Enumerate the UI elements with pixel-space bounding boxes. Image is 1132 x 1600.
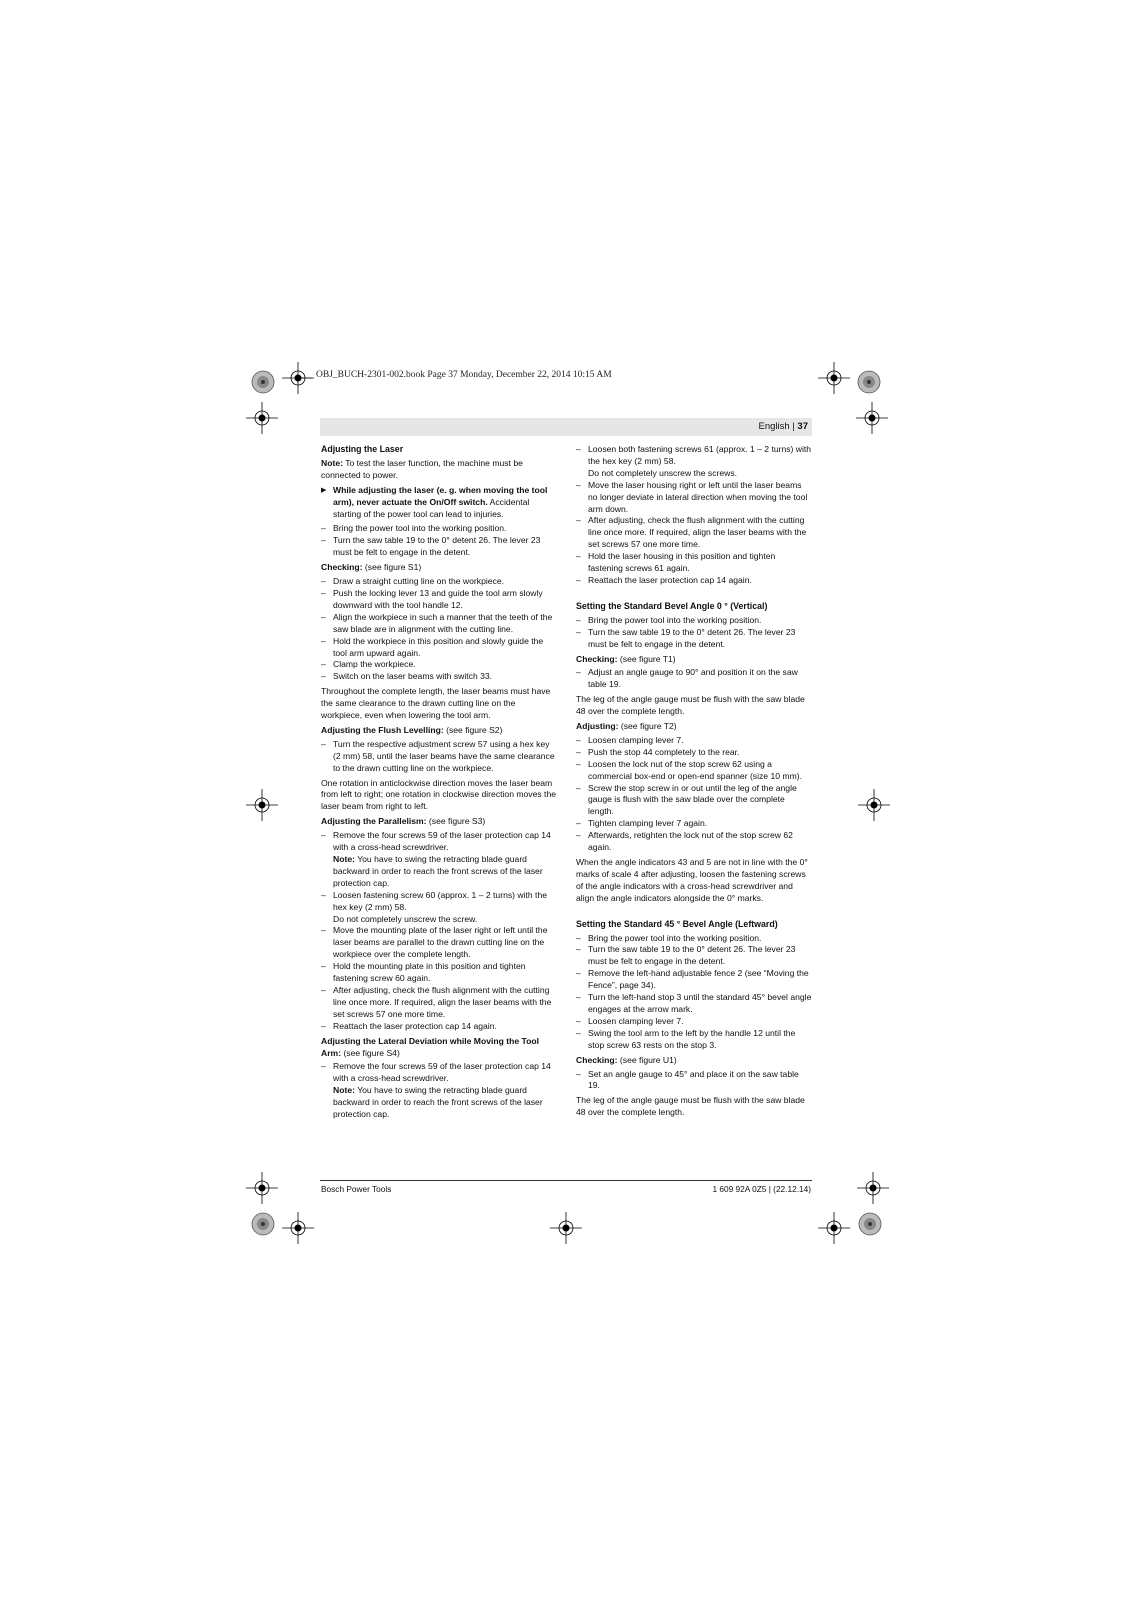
list-item: – Remove the four screws 59 of the laser protection cap 14 with a cross-head screwdriver. Note: You have to swing the retracting blade guard backward in order to reach the front screws of the laser protection cap. [321, 830, 557, 890]
color-dial-icon [858, 371, 880, 393]
list-item: – Turn the left-hand stop 3 until the standard 45° bevel angle engages at the arrow mark. [576, 992, 812, 1016]
bevel0-checking-list [576, 667, 812, 691]
section-title: Adjusting the Laser [321, 444, 404, 454]
list-item: – Hold the mounting plate in this position and tighten fastening screw 60 again. [321, 961, 557, 985]
list-item: – After adjusting, check the flush alignment with the cutting line once more. If required, align the laser beams with the set screws 57 one more time. [321, 985, 557, 1021]
flush-label: Adjusting the Flush Levelling: (see figure S2) [321, 724, 503, 735]
list-item: – Bring the power tool into the working position. [576, 615, 812, 627]
header-text [759, 421, 808, 432]
list-item: – Clamp the workpiece. [321, 659, 557, 671]
checking-result: The leg of the angle gauge must be flush with the saw blade 48 over the complete length. [576, 1095, 805, 1118]
crosshair-icon [858, 789, 890, 821]
adjusting-label: Adjusting: (see figure T2) [576, 721, 677, 732]
list-item: – Afterwards, retighten the lock nut of the stop screw 62 again. [576, 830, 812, 854]
page-number: 37 [797, 421, 808, 432]
print-info-line: OBJ_BUCH-2301-002.book Page 37 Monday, December 22, 2014 10:15 AM [316, 370, 612, 380]
bevel45-list [576, 933, 812, 1052]
footer-rule [320, 1180, 812, 1181]
list-item: – Loosen both fastening screws 61 (approx. 1 – 2 turns) with the hex key (2 mm) 58. Do not completely unscrew the screws. [576, 444, 812, 480]
list-item: – Move the mounting plate of the laser right or left until the laser beams are parallel to the drawn cutting line on the workpiece over the complete length. [321, 925, 557, 961]
left-column [321, 444, 557, 1124]
page-header [320, 418, 812, 436]
list-item: – After adjusting, check the flush alignment with the cutting line once more. If required, align the laser beams with the set screws 57 one more time. [576, 515, 812, 551]
right-column [576, 444, 812, 1122]
list-item: – Tighten clamping lever 7 again. [576, 818, 812, 830]
list-item: – Remove the four screws 59 of the laser protection cap 14 with a cross-head screwdriver. Note: You have to swing the retracting blade guard backward in order to reach the front screws of the laser protection cap. [321, 1061, 557, 1121]
list-item: – Move the laser housing right or left until the laser beams no longer deviate in lateral direction when moving the tool arm down. [576, 480, 812, 516]
note-paragraph: Note: To test the laser function, the machine must be connected to power. [321, 457, 523, 480]
note-text: Note: You have to swing the retracting blade guard backward in order to reach the front screws of the laser protection cap. [333, 1085, 543, 1120]
list-item: – Push the stop 44 completely to the rear. [576, 747, 812, 759]
list-item: – Set an angle gauge to 45° and place it on the saw table 19. [576, 1069, 812, 1093]
color-dial-icon [252, 1213, 274, 1235]
header-section: English | [758, 421, 798, 432]
intro-list [321, 523, 557, 559]
list-item: – Screw the stop screw in or out until the leg of the angle gauge is flush with the saw blade over the complete length. [576, 783, 812, 819]
lateral-list [321, 1061, 557, 1121]
footer-brand: Bosch Power Tools [321, 1184, 392, 1194]
flush-list [321, 739, 557, 775]
checking-list [321, 576, 557, 683]
adjust-result: When the angle indicators 43 and 5 are not in line with the 0° marks of scale 4 after adjusting, loosen the fastening screws of the angle indicators with a cross-head screwdriver and align the angle indicators alongside the 0° marks. [576, 857, 808, 903]
list-item: – Loosen clamping lever 7. [576, 1016, 812, 1028]
color-dial-icon [859, 1213, 881, 1235]
section-title: Setting the Standard 45 ° Bevel Angle (Leftward) [576, 918, 778, 929]
crosshair-icon [857, 1172, 889, 1204]
list-item: – Turn the respective adjustment screw 57 using a hex key (2 mm) 58, until the laser beams have the same clearance to the drawn cutting line on the workpiece. [321, 739, 557, 775]
list-item: – Turn the saw table 19 to the 0° detent 26. The lever 23 must be felt to engage in the detent. [321, 535, 557, 559]
checking-label: Checking: (see figure S1) [321, 562, 422, 573]
section-title: Setting the Standard Bevel Angle 0 ° (Vertical) [576, 600, 768, 611]
list-item: – Turn the saw table 19 to the 0° detent 26. The lever 23 must be felt to engage in the detent. [576, 944, 812, 968]
list-item: – Push the locking lever 13 and guide the tool arm slowly downward with the tool handle 12. [321, 588, 557, 612]
checking-label: Checking: (see figure T1) [576, 653, 676, 664]
list-item: – Bring the power tool into the working position. [321, 523, 557, 535]
flush-result: One rotation in anticlockwise direction moves the laser beam from left to right; one rotation in clockwise direction moves the laser beam from right to left. [321, 777, 557, 812]
crosshair-icon [818, 362, 850, 394]
list-item: – Swing the tool arm to the left by the handle 12 until the stop screw 63 rests on the stop 3. [576, 1028, 812, 1052]
parallel-list [321, 830, 557, 1032]
list-item: – Reattach the laser protection cap 14 again. [576, 575, 812, 587]
checking-result: Throughout the complete length, the laser beams must have the same clearance to the drawn cutting line on the workpiece, even when lowering the tool arm. [321, 686, 551, 721]
list-item: – Loosen fastening screw 60 (approx. 1 – 2 turns) with the hex key (2 mm) 58. Do not completely unscrew the screw. [321, 890, 557, 926]
list-item: – Adjust an angle gauge to 90° and position it on the saw table 19. [576, 667, 812, 691]
list-item: – Reattach the laser protection cap 14 again. [321, 1021, 557, 1033]
bevel45-checking-list [576, 1069, 812, 1093]
lateral-continued-list [576, 444, 812, 587]
crosshair-icon [550, 1212, 582, 1244]
checking-result: The leg of the angle gauge must be flush with the saw blade 48 over the complete length. [576, 694, 805, 717]
list-item: – Loosen the lock nut of the stop screw 62 using a commercial box-end or open-end spanner (size 10 mm). [576, 759, 812, 783]
bevel0-list [576, 615, 812, 651]
list-item: – Hold the laser housing in this position and tighten fastening screws 61 again. [576, 551, 812, 575]
list-item: – Bring the power tool into the working position. [576, 933, 812, 945]
list-item: – Switch on the laser beams with switch 33. [321, 671, 557, 683]
crosshair-icon [856, 402, 888, 434]
warning-paragraph: ▶ While adjusting the laser (e. g. when moving the tool arm), never actuate the On/Off switch. Accidental starting of the power tool can lead to injuries. [321, 485, 557, 521]
list-item: – Align the workpiece in such a manner that the teeth of the saw blade are in alignment with the cutting line. [321, 612, 557, 636]
color-dial-icon [252, 371, 274, 393]
list-item: – Hold the workpiece in this position and slowly guide the tool arm upward again. [321, 636, 557, 660]
lateral-label: Adjusting the Lateral Deviation while Moving the Tool Arm: (see figure S4) [321, 1035, 540, 1058]
list-item: – Turn the saw table 19 to the 0° detent 26. The lever 23 must be felt to engage in the detent. [576, 627, 812, 651]
crosshair-icon [246, 1172, 278, 1204]
parallel-label: Adjusting the Parallelism: (see figure S3) [321, 816, 486, 827]
list-item: – Remove the left-hand adjustable fence 2 (see “Moving the Fence”, page 34). [576, 968, 812, 992]
checking-label: Checking: (see figure U1) [576, 1054, 677, 1065]
crosshair-icon [246, 789, 278, 821]
note-text: Note: You have to swing the retracting blade guard backward in order to reach the front screws of the laser protection cap. [333, 854, 543, 888]
list-item: – Draw a straight cutting line on the workpiece. [321, 576, 557, 588]
list-item: – Loosen clamping lever 7. [576, 735, 812, 747]
crosshair-icon [818, 1212, 850, 1244]
crosshair-icon [282, 1212, 314, 1244]
footer-doc-number: 1 609 92A 0Z5 | (22.12.14) [712, 1184, 811, 1194]
crosshair-icon [246, 402, 278, 434]
bevel0-adjust-list [576, 735, 812, 854]
